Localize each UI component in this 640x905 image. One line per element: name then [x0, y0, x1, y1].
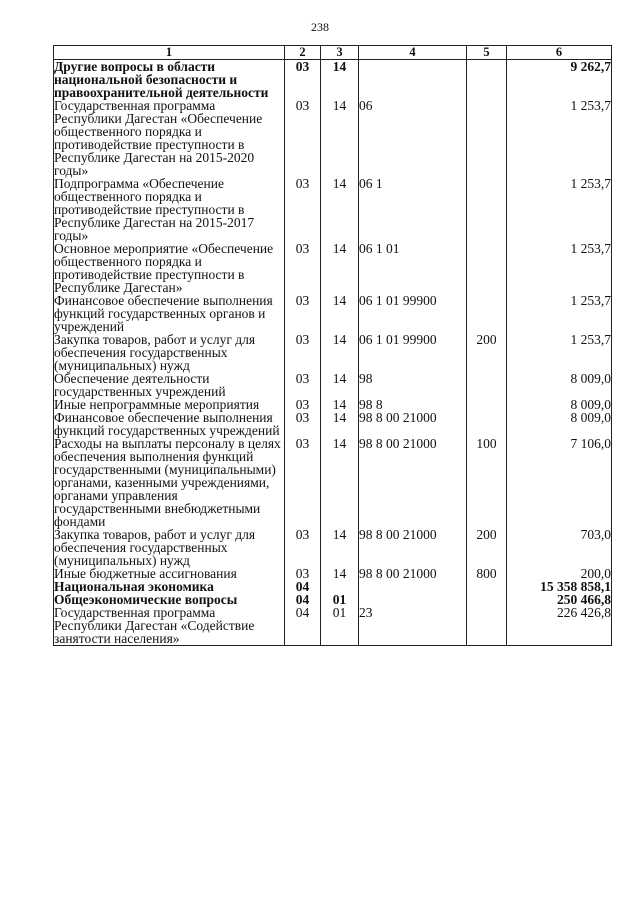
table-row	[54, 437, 612, 528]
cell-target-article: 98	[359, 372, 467, 398]
table-row	[54, 606, 612, 646]
cell-target-article: 06 1 01 99900	[359, 333, 467, 372]
cell-name: Подпрограмма «Обеспечение общественного порядка и противодействие преступности в Республике Дагестан на 2015-2017 годы»	[54, 177, 285, 242]
table-row	[54, 60, 612, 100]
cell-amount: 8 009,0	[507, 398, 612, 411]
cell-amount: 1 253,7	[507, 177, 612, 242]
column-header: 3	[321, 46, 359, 60]
cell-amount: 9 262,7	[507, 60, 612, 100]
cell-amount: 703,0	[507, 528, 612, 567]
cell-subsection: 14	[321, 333, 359, 372]
cell-target-article	[359, 593, 467, 606]
table-row	[54, 528, 612, 567]
cell-section: 03	[285, 294, 321, 333]
cell-amount: 8 009,0	[507, 411, 612, 437]
cell-target-article: 06 1 01	[359, 242, 467, 294]
cell-name: Финансовое обеспечение выполнения функций государственных учреждений	[54, 411, 285, 437]
cell-name: Иные бюджетные ассигнования	[54, 567, 285, 580]
cell-subsection: 14	[321, 398, 359, 411]
cell-name: Другие вопросы в области национальной безопасности и правоохранительной деятельности	[54, 60, 285, 100]
cell-expense-type	[467, 60, 507, 100]
cell-expense-type	[467, 99, 507, 177]
cell-target-article: 98 8 00 21000	[359, 567, 467, 580]
table-row	[54, 177, 612, 242]
cell-amount: 226 426,8	[507, 606, 612, 646]
cell-subsection: 14	[321, 99, 359, 177]
cell-expense-type: 800	[467, 567, 507, 580]
cell-section: 03	[285, 242, 321, 294]
cell-expense-type	[467, 372, 507, 398]
cell-amount: 8 009,0	[507, 372, 612, 398]
cell-target-article: 98 8 00 21000	[359, 528, 467, 567]
cell-name: Основное мероприятие «Обеспечение общественного порядка и противодействие преступности в Республике Дагестан»	[54, 242, 285, 294]
cell-subsection: 14	[321, 567, 359, 580]
table-row	[54, 372, 612, 398]
cell-expense-type	[467, 242, 507, 294]
cell-target-article	[359, 60, 467, 100]
cell-expense-type	[467, 606, 507, 646]
table-row	[54, 333, 612, 372]
cell-subsection: 01	[321, 593, 359, 606]
cell-section: 03	[285, 567, 321, 580]
cell-amount: 1 253,7	[507, 99, 612, 177]
cell-name: Расходы на выплаты персоналу в целях обеспечения выполнения функций государственными (муниципальными) органами, казенными учреждениями, органами управления государственными внебюджетными фондами	[54, 437, 285, 528]
table-body	[54, 60, 612, 646]
cell-name: Общеэкономические вопросы	[54, 593, 285, 606]
cell-expense-type	[467, 411, 507, 437]
cell-section: 03	[285, 528, 321, 567]
cell-subsection: 01	[321, 606, 359, 646]
cell-expense-type: 200	[467, 333, 507, 372]
cell-target-article: 98 8	[359, 398, 467, 411]
cell-expense-type	[467, 294, 507, 333]
cell-name: Государственная программа Республики Дагестан «Содействие занятости населения»	[54, 606, 285, 646]
cell-amount: 1 253,7	[507, 294, 612, 333]
cell-expense-type	[467, 177, 507, 242]
cell-target-article: 23	[359, 606, 467, 646]
cell-target-article	[359, 580, 467, 593]
header-row	[54, 46, 612, 60]
cell-section: 04	[285, 580, 321, 593]
cell-name: Обеспечение деятельности государственных учреждений	[54, 372, 285, 398]
cell-target-article: 06 1 01 99900	[359, 294, 467, 333]
cell-section: 03	[285, 60, 321, 100]
cell-subsection: 14	[321, 411, 359, 437]
cell-section: 04	[285, 593, 321, 606]
cell-target-article: 98 8 00 21000	[359, 411, 467, 437]
cell-expense-type: 200	[467, 528, 507, 567]
cell-expense-type: 100	[467, 437, 507, 528]
cell-name: Закупка товаров, работ и услуг для обеспечения государственных (муниципальных) нужд	[54, 528, 285, 567]
cell-section: 03	[285, 177, 321, 242]
cell-subsection: 14	[321, 242, 359, 294]
cell-amount: 200,0	[507, 567, 612, 580]
cell-name: Национальная экономика	[54, 580, 285, 593]
cell-subsection: 14	[321, 528, 359, 567]
cell-section: 03	[285, 398, 321, 411]
cell-expense-type	[467, 593, 507, 606]
cell-target-article: 06	[359, 99, 467, 177]
column-header: 6	[507, 46, 612, 60]
table-row	[54, 99, 612, 177]
column-header: 1	[54, 46, 285, 60]
table-row	[54, 242, 612, 294]
cell-section: 03	[285, 333, 321, 372]
cell-name: Финансовое обеспечение выполнения функций государственных органов и учреждений	[54, 294, 285, 333]
cell-subsection: 14	[321, 437, 359, 528]
cell-section: 03	[285, 411, 321, 437]
column-header: 4	[359, 46, 467, 60]
column-header: 2	[285, 46, 321, 60]
cell-name: Государственная программа Республики Дагестан «Обеспечение общественного порядка и противодействие преступности в Республике Дагестан на 2015-2020 годы»	[54, 99, 285, 177]
cell-amount: 15 358 858,1	[507, 580, 612, 593]
cell-section: 03	[285, 437, 321, 528]
cell-name: Иные непрограммные мероприятия	[54, 398, 285, 411]
cell-section: 04	[285, 606, 321, 646]
cell-expense-type	[467, 580, 507, 593]
cell-expense-type	[467, 398, 507, 411]
cell-amount: 7 106,0	[507, 437, 612, 528]
cell-section: 03	[285, 99, 321, 177]
table-row	[54, 411, 612, 437]
cell-subsection: 14	[321, 294, 359, 333]
cell-amount: 1 253,7	[507, 333, 612, 372]
budget-table	[53, 45, 612, 646]
page-number: 238	[311, 20, 329, 34]
table-row	[54, 294, 612, 333]
cell-amount: 1 253,7	[507, 242, 612, 294]
column-header: 5	[467, 46, 507, 60]
cell-amount: 250 466,8	[507, 593, 612, 606]
cell-subsection: 14	[321, 372, 359, 398]
cell-target-article: 98 8 00 21000	[359, 437, 467, 528]
cell-target-article: 06 1	[359, 177, 467, 242]
cell-subsection: 14	[321, 60, 359, 100]
cell-subsection: 14	[321, 177, 359, 242]
cell-name: Закупка товаров, работ и услуг для обеспечения государственных (муниципальных) нужд	[54, 333, 285, 372]
cell-section: 03	[285, 372, 321, 398]
